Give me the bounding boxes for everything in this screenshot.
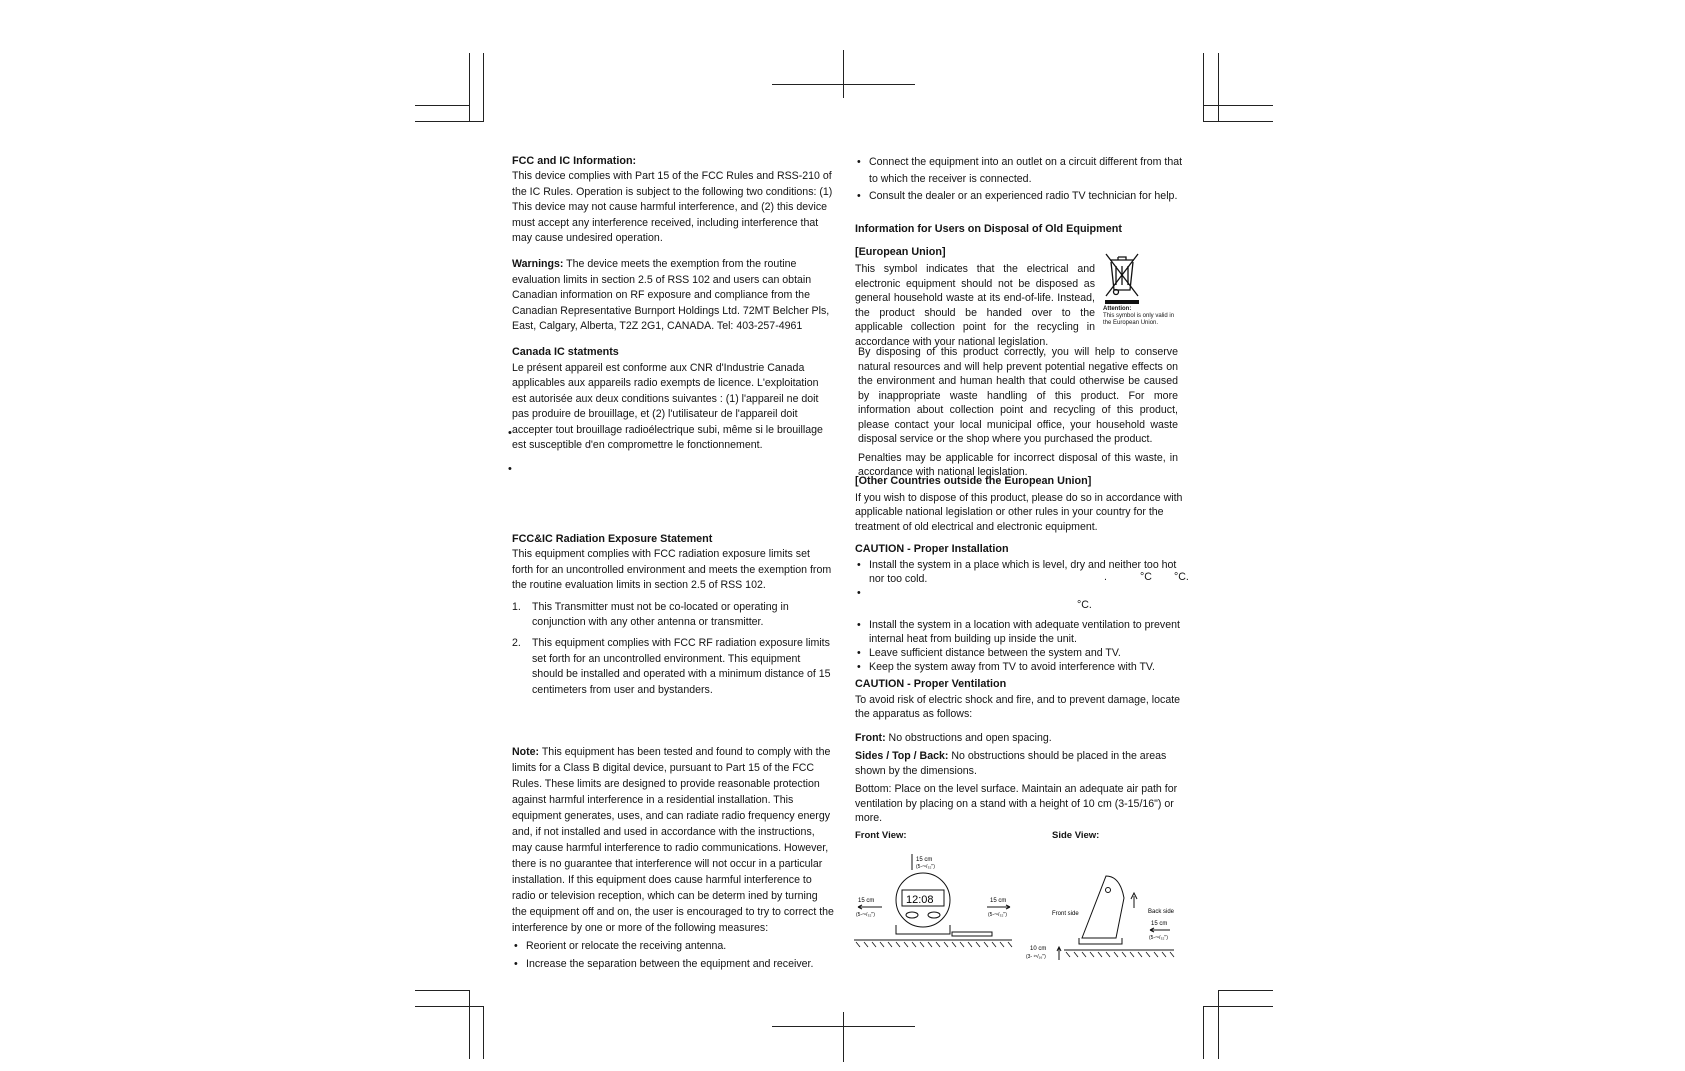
side-dist-sub: (5-⁷⁹/₃₂") bbox=[1149, 935, 1168, 941]
item-number: 2. bbox=[512, 637, 521, 650]
side-view-diagram bbox=[1024, 868, 1184, 963]
side-bottom-dist-sub: (3- ¹⁵/₁₆") bbox=[1026, 954, 1046, 960]
weee-bin-icon bbox=[1100, 250, 1144, 306]
side-view-label: Side View: bbox=[1052, 830, 1100, 841]
empty-bullet-2: • bbox=[508, 463, 512, 475]
eu-more bbox=[858, 345, 1178, 480]
item-text: This equipment complies with FCC RF radiation exposure limits set forth for an uncontrolled environment. This equipment should be installed and operated with a minimum distance of 15 centimeters from user and bystanders. bbox=[532, 637, 831, 696]
install-heading: CAUTION - Proper Installation bbox=[855, 543, 1009, 555]
note-section bbox=[512, 744, 834, 972]
consult-bullet: • Consult the dealer or an experienced radio TV technician for help. bbox=[855, 188, 1185, 205]
fcc-text: This device complies with Part 15 of the FCC Rules and RSS-210 of the IC Rules. Operation is subject to the following two conditions: (1) This device may not cause harmful interference, and (2) this device must accept any interference received, including interference that may cause undesired operation. bbox=[512, 170, 833, 245]
install-bullet-5: • Keep the system away from TV to avoid interference with TV. bbox=[855, 660, 1190, 674]
front-right-dist: 15 cm bbox=[990, 898, 1007, 904]
disposal-heading-text: Information for Users on Disposal of Old Equipment bbox=[855, 223, 1122, 235]
radiation-heading: FCC&IC Radiation Exposure Statement bbox=[512, 533, 713, 545]
note-label: Note: bbox=[512, 746, 540, 758]
connect-bullet: • Connect the equipment into an outlet on a circuit different from that to which the receiver is connected. bbox=[855, 154, 1185, 188]
radiation-item-2 bbox=[512, 636, 834, 698]
item-number: 1. bbox=[512, 600, 521, 613]
front-top-dist-sub: (5-⁷⁹/₃₂") bbox=[916, 864, 935, 870]
front-right-dist-sub: (5-⁷⁹/₃₂") bbox=[988, 912, 1007, 918]
install-section bbox=[855, 542, 1190, 674]
front-left-dist: 15 cm bbox=[858, 898, 875, 904]
disposal-heading bbox=[855, 222, 1185, 237]
attention-text: This symbol is only valid in the European Union. bbox=[1103, 313, 1175, 326]
item-text: This Transmitter must not be co-located or operating in conjunction with any other antenna or transmitter. bbox=[532, 600, 789, 629]
fcc-heading: FCC and IC Information: bbox=[512, 155, 637, 167]
vent-sides bbox=[855, 749, 1190, 778]
front-text: No obstructions and open spacing. bbox=[885, 731, 1052, 744]
install-deg-3: °C. bbox=[1077, 599, 1092, 611]
front-left-dist-sub: (5-⁷⁹/₃₂") bbox=[856, 912, 875, 918]
radiation-item-1 bbox=[512, 600, 834, 631]
left-column bbox=[512, 154, 834, 453]
side-bottom-dist: 10 cm bbox=[1030, 946, 1047, 952]
attention-label: Attention: bbox=[1103, 306, 1132, 312]
front-label: Front: bbox=[855, 731, 886, 744]
eu-p3: Penalties may be applicable for incorrect disposal of this waste, in accordance with national legislation. bbox=[858, 451, 1178, 478]
attention-note bbox=[1103, 306, 1183, 327]
install-bullet-2 bbox=[855, 586, 1190, 614]
right-top bbox=[855, 154, 1185, 205]
eu-heading: [European Union] bbox=[855, 246, 946, 258]
eu-text: This symbol indicates that the electrical and electronic equipment should not be disposed as general household waste at its end-of-life. Instead, the product should be handed over to the applicable collection point for the recycling in accordance with your national legislation. bbox=[855, 263, 1095, 348]
front-view-label: Front View: bbox=[855, 830, 907, 841]
install-deg-2: °C. bbox=[1174, 571, 1189, 583]
warnings-paragraph bbox=[512, 257, 834, 334]
sides-text: No obstructions should be placed in the areas shown by the dimensions. bbox=[855, 750, 1167, 777]
install-bullet-1: • Install the system in a place which is level, dry and neither too hot nor too cold. bbox=[855, 558, 1190, 586]
empty-bullet-1: • bbox=[508, 427, 512, 439]
vent-text: To avoid risk of electric shock and fire, and to prevent damage, locate the apparatus as follows: bbox=[855, 693, 1181, 720]
install-dot: . bbox=[1104, 571, 1107, 583]
sides-label: Sides / Top / Back: bbox=[855, 750, 949, 762]
canada-text: Le présent appareil est conforme aux CNR d'Industrie Canada applicables aux appareils radio exempts de licence. L'exploitation est autorisée aux deux conditions suivantes : (1) l'appareil ne doit pas produire de brouillage, et (2) l'utilisateur de l'appareil doit accepter tout brouillage radioélectrique subi, même si le brouillage est susceptible d'en compromettre le fonctionnement. bbox=[512, 361, 823, 451]
side-front-label: Front side bbox=[1052, 911, 1079, 917]
side-back-label: Back side bbox=[1148, 909, 1175, 915]
vent-heading: CAUTION - Proper Ventilation bbox=[855, 678, 1007, 690]
front-view-diagram bbox=[852, 850, 1017, 960]
other-section bbox=[855, 474, 1185, 534]
other-text: If you wish to dispose of this product, please do so in accordance with applicable national legislation or other rules in your country for the treatment of old electrical and electronic equipment. bbox=[855, 491, 1183, 533]
other-heading: [Other Countries outside the European Union] bbox=[855, 475, 1092, 487]
eu-p2: By disposing of this product correctly, you will help to conserve natural resources and will help prevent potential negative effects on the environment and human health that could otherwise be caused by inappropriate waste handling of this product. For more information about collection point and recycling of this product, please contact your local municipal office, your household waste disposal service or the shop where you purchased the product. bbox=[858, 346, 1178, 445]
front-top-dist: 15 cm bbox=[916, 857, 933, 863]
vent-bottom: Bottom: Place on the level surface. Maintain an adequate air path for ventilation by placing on a stand with a height of 10 cm (3-15/16") or more. bbox=[855, 783, 1178, 824]
warnings-text: The device meets the exemption from the routine evaluation limits in section 2.5 of RSS 102 and users can obtain Canadian information on RF exposure and compliance from the Canadian Representative Burnport Holdings Ltd. 72MT Belcher Pls, East, Calgary, Alberta, T2Z 2G1, CANADA. Tel: 403-257-4961 bbox=[512, 258, 830, 333]
vent-front bbox=[855, 731, 1190, 746]
side-dist: 15 cm bbox=[1151, 921, 1168, 927]
warnings-label: Warnings: bbox=[512, 258, 564, 271]
install-deg-1: °C bbox=[1140, 571, 1152, 583]
radiation-section bbox=[512, 532, 834, 698]
note-bullet-2: • Increase the separation between the equipment and receiver. bbox=[512, 956, 834, 972]
install-bullet-3: • Install the system in a location with adequate ventilation to prevent internal heat from building up inside the unit. bbox=[855, 618, 1190, 646]
clock-display: 12:08 bbox=[906, 894, 934, 906]
vent-section bbox=[855, 677, 1190, 826]
note-text: This equipment has been tested and found to comply with the limits for a Class B digital device, pursuant to Part 15 of the FCC Rules. These limits are designed to provide reasonable protection against harmful interference in a residential installation. This equipment generates, uses, and can radiate radio frequency energy and, if not installed and used in accordance with the instructions, may cause harmful interference to radio communications. However, there is no guarantee that interference will not occur in a particular installation. If this equipment does cause harmful interference to radio or television reception, which can be determ ined by turning the equipment off and on, the user is encouraged to try to correct the interference by one or more of the following measures: bbox=[512, 746, 834, 934]
note-paragraph bbox=[512, 744, 834, 936]
install-bullet-4: • Leave sufficient distance between the system and TV. bbox=[855, 646, 1190, 660]
note-bullet-1: • Reorient or relocate the receiving antenna. bbox=[512, 938, 834, 954]
canada-heading: Canada IC statments bbox=[512, 346, 619, 359]
eu-section bbox=[855, 245, 1095, 349]
radiation-text: This equipment complies with FCC radiation exposure limits set forth for an uncontrolled environment and meets the exemption from the routine evaluation limits in section 2.5 of RSS 102. bbox=[512, 548, 832, 592]
